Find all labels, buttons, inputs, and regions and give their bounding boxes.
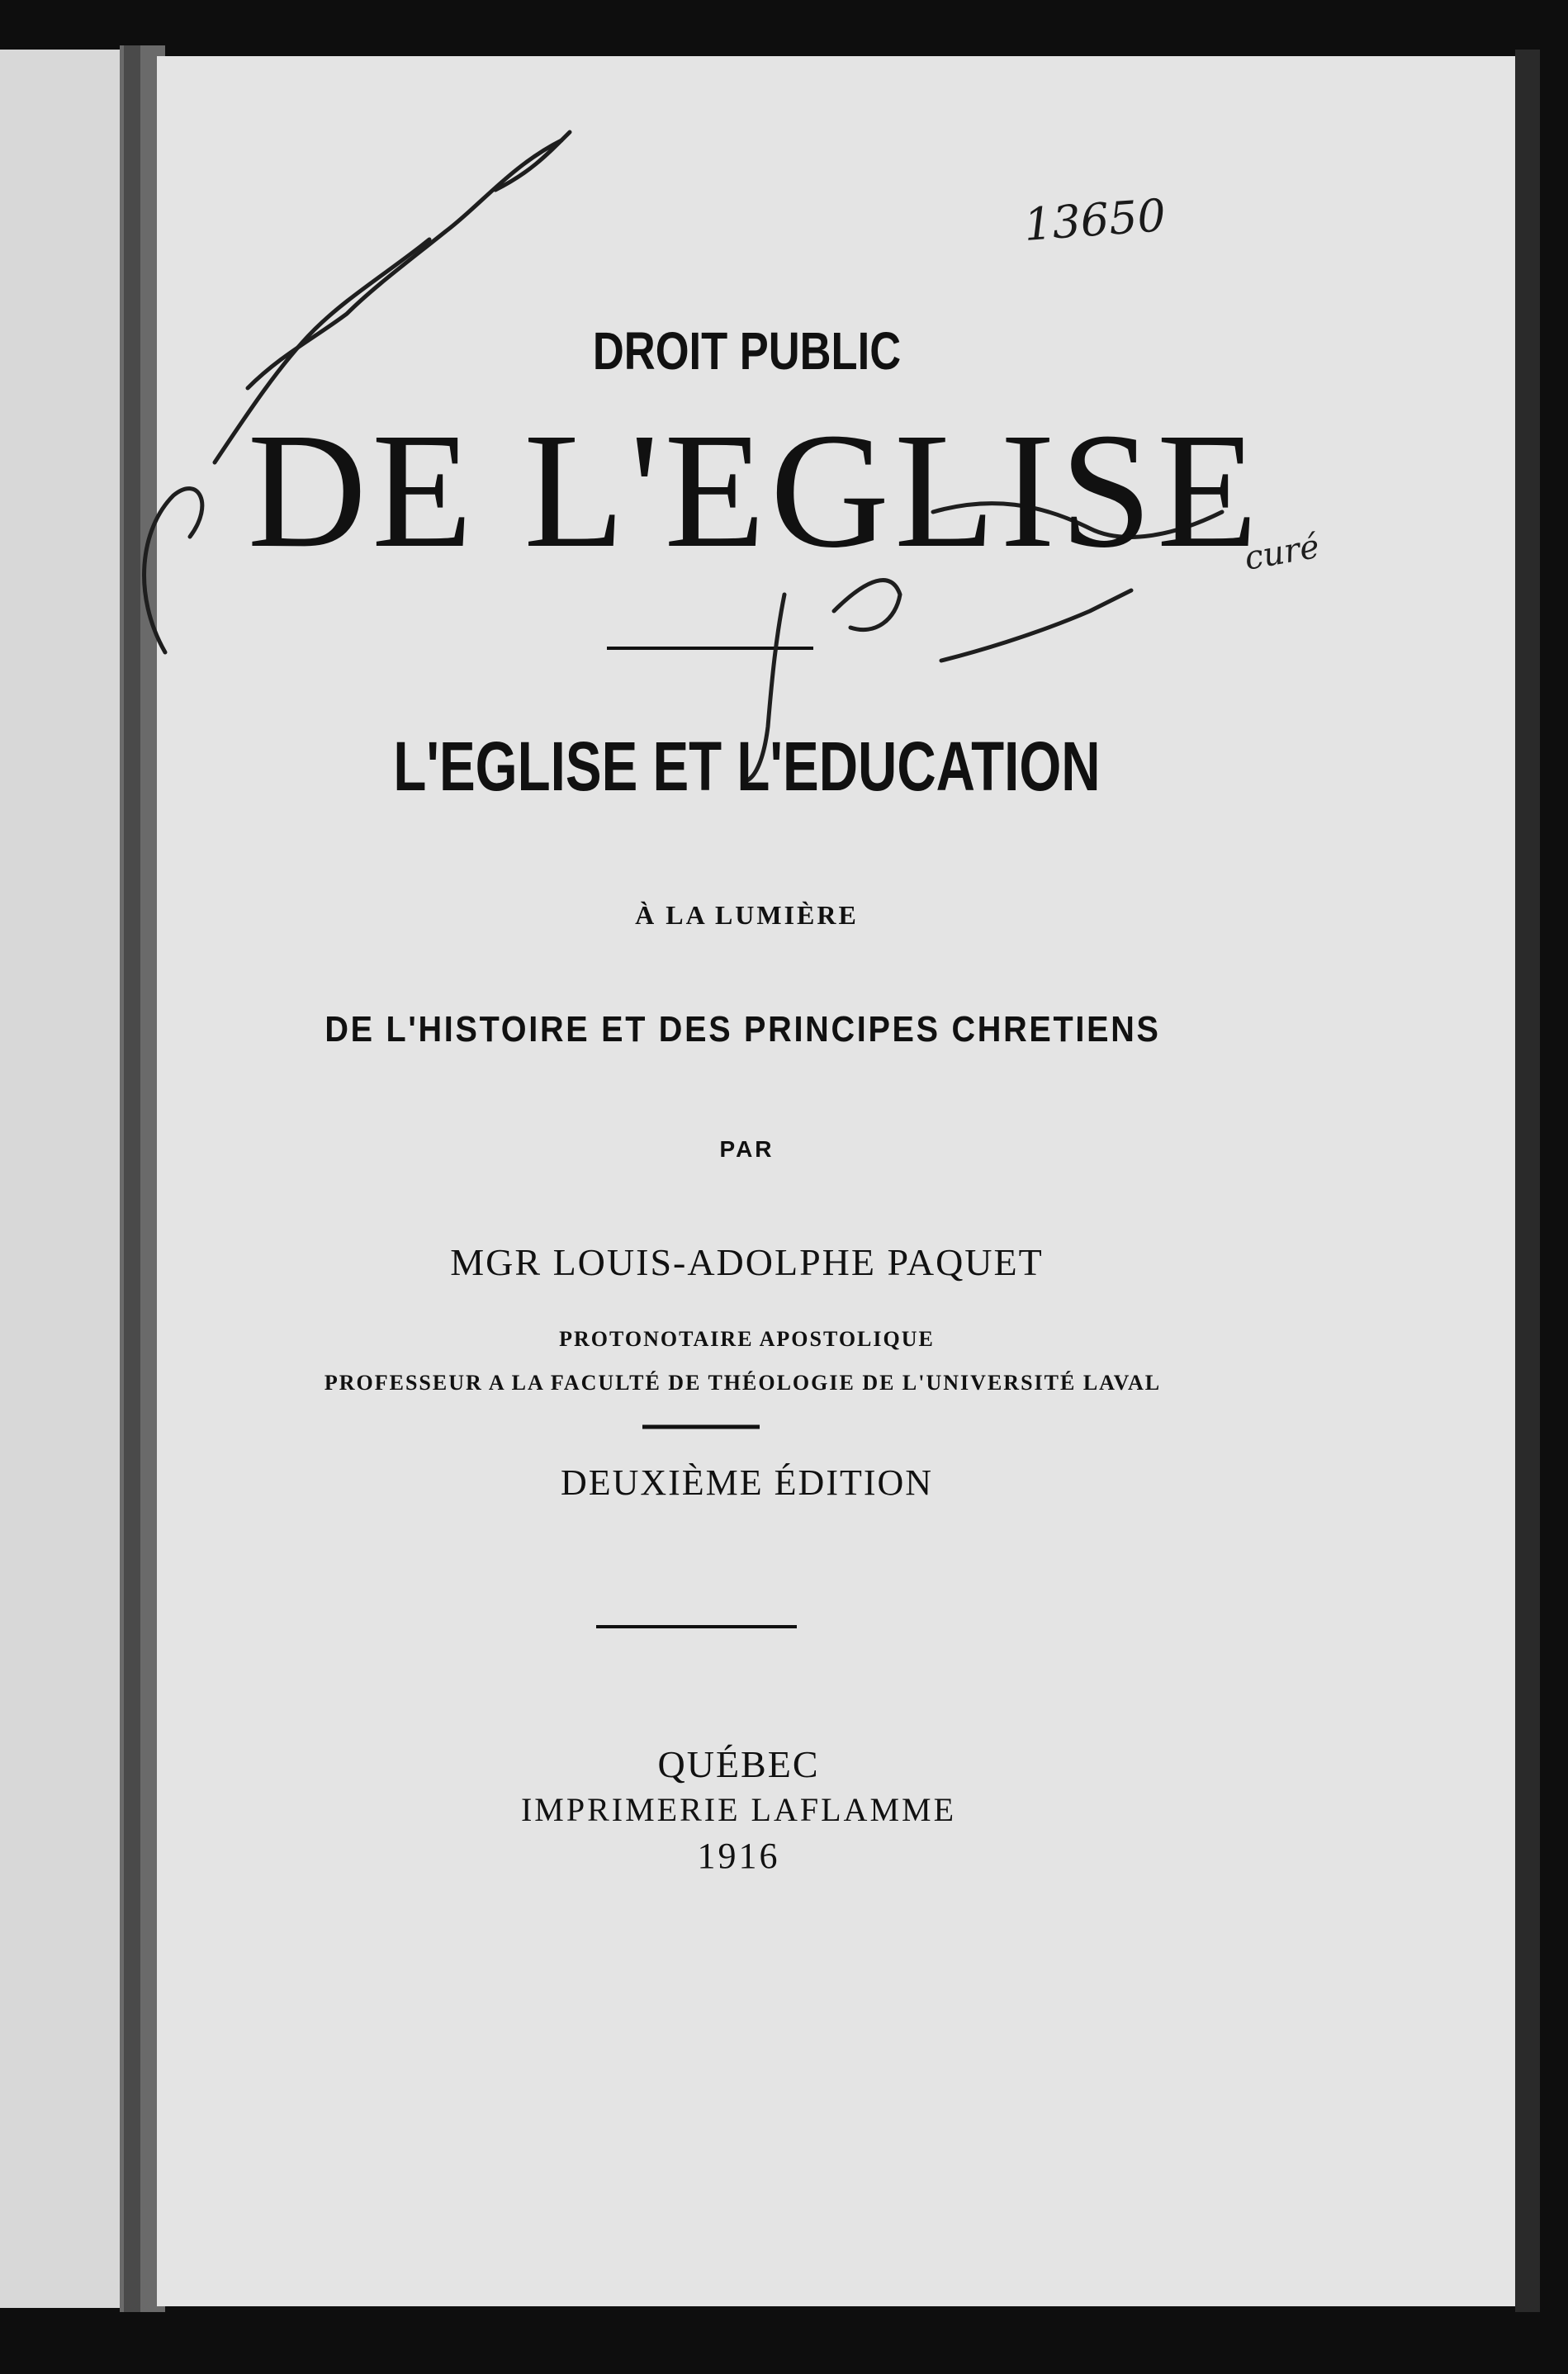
subtitle-line-1: À LA LUMIÈRE — [635, 900, 859, 930]
author-title-1: PROTONOTAIRE APOSTOLIQUE — [559, 1327, 935, 1351]
main-title: DE L'EGLISE — [247, 400, 1263, 582]
accession-number: 13650 — [1022, 189, 1168, 251]
edition: DEUXIÈME ÉDITION — [560, 1462, 934, 1503]
by-label: PAR — [719, 1136, 775, 1162]
section-title: L'EGLISE ET L'EDUCATION — [393, 727, 1101, 805]
author-title-2: PROFESSEUR A LA FACULTÉ DE THÉOLOGIE DE L'UNIVERSITÉ LAVAL — [324, 1371, 1162, 1395]
city: QUÉBEC — [657, 1743, 820, 1785]
signature-2-cure: curé — [1241, 527, 1323, 578]
author-name: MGR LOUIS-ADOLPHE PAQUET — [450, 1241, 1044, 1283]
printer: IMPRIMERIE LAFLAMME — [520, 1791, 957, 1828]
year: 1916 — [697, 1836, 780, 1876]
subtitle-line-2: DE L'HISTOIRE ET DES PRINCIPES CHRETIENS — [324, 1009, 1161, 1050]
subtitle-top: DROIT PUBLIC — [592, 321, 902, 381]
